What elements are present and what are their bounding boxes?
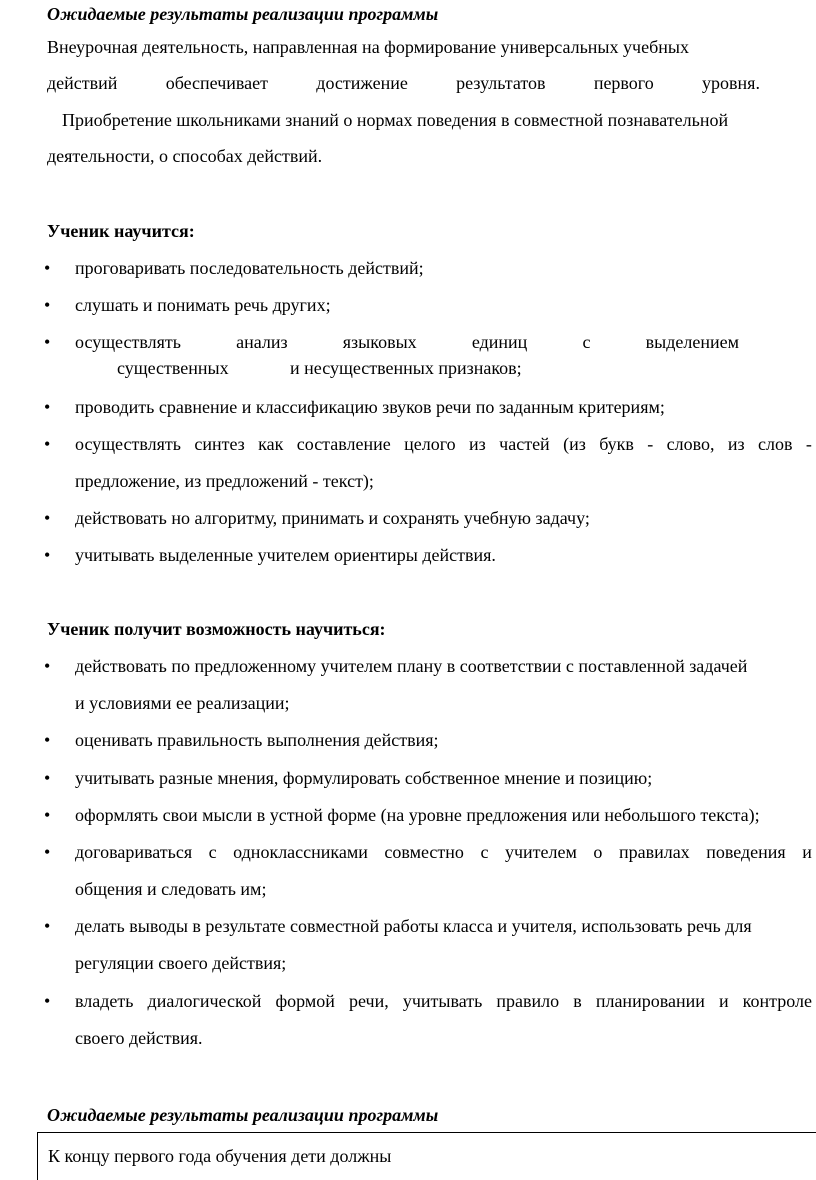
list-item: слушать и понимать речь других;	[75, 295, 331, 315]
bullet: •	[44, 295, 51, 315]
bullet: •	[44, 258, 51, 278]
intro-line-2	[47, 72, 760, 94]
word: одноклассниками	[233, 842, 368, 862]
word: совместно	[384, 842, 464, 862]
word: из	[469, 434, 486, 454]
word: правилах	[618, 842, 690, 862]
bullet: •	[44, 434, 51, 454]
word: единиц	[471, 332, 528, 352]
intro-word: первого	[593, 73, 654, 93]
list-item-continuation: и условиями ее реализации;	[75, 693, 290, 713]
list-item: проговаривать последовательность действий;	[75, 258, 424, 278]
bullet: •	[44, 545, 51, 565]
list-item-line	[75, 331, 739, 353]
list-item-continuation: общения и следовать им;	[75, 879, 267, 899]
list-item-continuation: своего действия.	[75, 1028, 203, 1048]
word: -	[805, 434, 812, 454]
list-item-line	[75, 841, 812, 863]
bullet: •	[44, 730, 51, 750]
word: учитывать	[402, 991, 483, 1011]
intro-word: действий	[47, 73, 118, 93]
word: частей	[499, 434, 550, 454]
word: из	[727, 434, 745, 454]
word: выделением	[645, 332, 739, 352]
bullet: •	[44, 805, 51, 825]
list-item-line: делать выводы в результате совместной работы класса и учителя, использовать речь для	[75, 916, 752, 936]
word: анализ	[236, 332, 288, 352]
bullet: •	[44, 991, 51, 1011]
bullet: •	[44, 656, 51, 676]
word: осуществлять	[75, 332, 181, 352]
word: слово,	[666, 434, 715, 454]
bullet: •	[44, 397, 51, 417]
section-heading-student-will-learn: Ученик научится:	[47, 221, 195, 241]
word: владеть	[75, 991, 134, 1011]
list-item: оформлять свои мысли в устной форме (на уровне предложения или небольшого текста);	[75, 805, 760, 825]
intro-word: обеспечивает	[165, 73, 269, 93]
word: контроле	[742, 991, 812, 1011]
word: речи,	[349, 991, 389, 1011]
list-item-continuation: регуляции своего действия;	[75, 953, 287, 973]
intro-line-4: деятельности, о способах действий.	[47, 146, 323, 166]
list-item: учитывать разные мнения, формулировать собственное мнение и позицию;	[75, 768, 653, 788]
bullet: •	[44, 768, 51, 788]
word: договариваться	[75, 842, 193, 862]
intro-line-1: Внеурочная деятельность, направленная на формирование универсальных учебных	[47, 37, 689, 57]
bullet: •	[44, 842, 51, 862]
word: о	[593, 842, 603, 862]
list-item: проводить сравнение и классификацию звуков речи по заданным критериям;	[75, 397, 665, 417]
word: диалогической	[147, 991, 262, 1011]
word: и	[802, 842, 812, 862]
word: целого	[404, 434, 456, 454]
list-item-continuation: существенных	[117, 358, 229, 378]
word: как	[258, 434, 284, 454]
list-item-line	[75, 990, 812, 1012]
list-item-line	[75, 433, 812, 455]
box-text: К концу первого года обучения дети должны	[48, 1146, 392, 1166]
word: учителем	[504, 842, 577, 862]
word: с	[582, 332, 591, 352]
bullet: •	[44, 508, 51, 528]
section-heading-expected-results: Ожидаемые результаты реализации программы	[47, 4, 439, 24]
list-item: учитывать выделенные учителем ориентиры действия.	[75, 545, 496, 565]
intro-word: уровня.	[702, 73, 760, 93]
list-item: действовать но алгоритму, принимать и сохранять учебную задачу;	[75, 508, 590, 528]
word: в	[573, 991, 582, 1011]
table-cell-box	[37, 1132, 816, 1180]
word: составление	[296, 434, 391, 454]
word: языковых	[342, 332, 417, 352]
word: -	[647, 434, 654, 454]
word: поведения	[706, 842, 786, 862]
intro-line-3: Приобретение школьниками знаний о нормах поведения в совместной познавательной	[62, 110, 729, 130]
intro-word: результатов	[456, 73, 546, 93]
bullet: •	[44, 332, 51, 352]
list-item-line: действовать по предложенному учителем плану в соответствии с поставленной задачей	[75, 656, 748, 676]
word: (из	[563, 434, 586, 454]
word: и	[718, 991, 729, 1011]
word: синтез	[194, 434, 245, 454]
word: с	[480, 842, 489, 862]
list-item-continuation: и несущественных признаков;	[290, 358, 522, 378]
section-heading-expected-results-2: Ожидаемые результаты реализации программы	[47, 1105, 439, 1125]
word: формой	[275, 991, 335, 1011]
bullet: •	[44, 916, 51, 936]
word: осуществлять	[75, 434, 181, 454]
word: букв	[599, 434, 634, 454]
intro-word: достижение	[316, 73, 408, 93]
list-item-continuation: предложение, из предложений - текст);	[75, 471, 374, 491]
list-item: оценивать правильность выполнения действия;	[75, 730, 439, 750]
word: слов	[758, 434, 793, 454]
word: планировании	[595, 991, 705, 1011]
section-heading-student-opportunity: Ученик получит возможность научиться:	[47, 619, 386, 639]
word: правило	[496, 991, 560, 1011]
word: с	[208, 842, 217, 862]
